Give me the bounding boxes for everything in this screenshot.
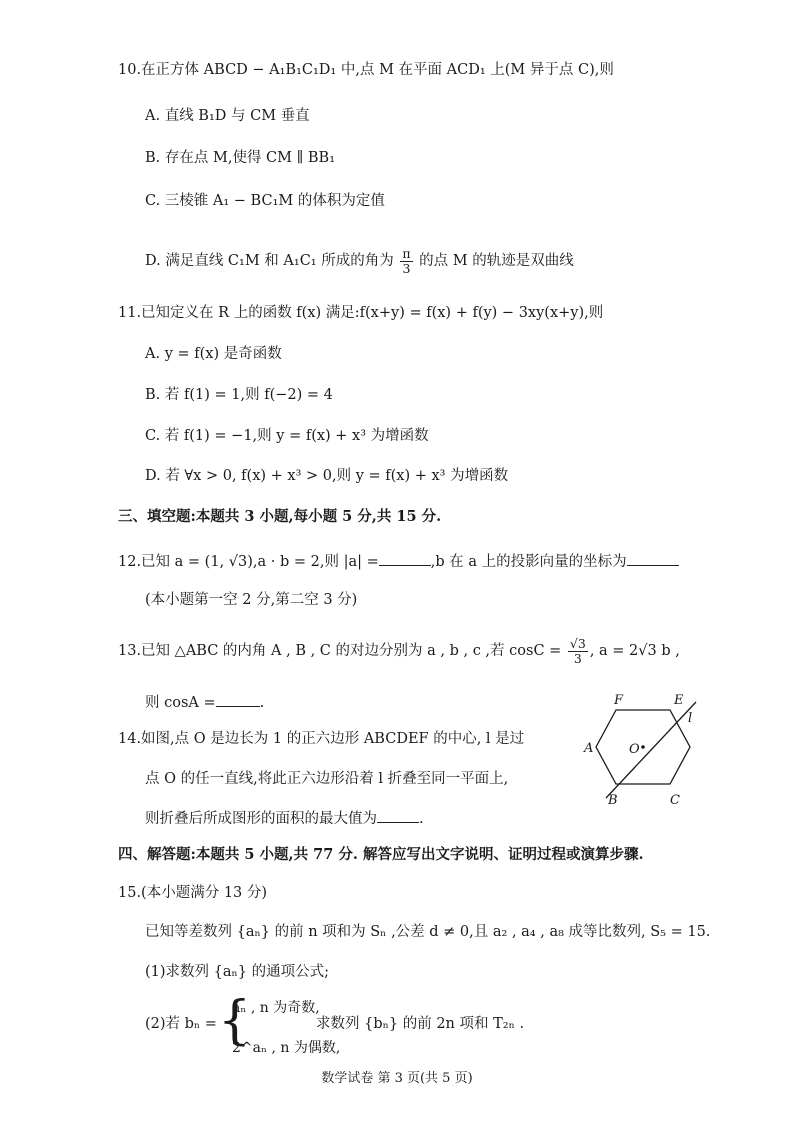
piecewise-brace: { [218, 991, 252, 1051]
q14-line2: 点 O 的任一直线,将此正六边形沿着 l 折叠至同一平面上, [145, 771, 509, 787]
section-4-heading: 四、解答题:本题共 5 小题,共 77 分. 解答应写出文字说明、证明过程或演算步骤. [118, 846, 644, 863]
q13-stem [118, 634, 680, 668]
section-3-heading: 三、填空题:本题共 3 小题,每小题 5 分,共 15 分. [118, 508, 442, 525]
page-footer: 数学试卷 第 3 页(共 5 页) [321, 1071, 473, 1086]
fraction-denominator: 3 [573, 650, 582, 666]
q10-stem: 10.在正方体 ABCD − A₁B₁C₁D₁ 中,点 M 在平面 ACD₁ 上(M 异于点 C),则 [118, 62, 614, 78]
fraction-numerator: π [402, 245, 411, 261]
center-label-o: O [629, 742, 640, 757]
q15-title: 15.(本小题满分 13 分) [118, 885, 268, 901]
q13-end: . [259, 695, 265, 711]
fraction-denominator: 3 [402, 260, 411, 276]
q11-option-b: B. 若 f(1) = 1,则 f(−2) = 4 [145, 387, 333, 403]
q13-text-pre: 13.已知 △ABC 的内角 A , B , C 的对边分别为 a , b , c ,若 cosC = [118, 643, 562, 659]
vertex-label-e: E [674, 693, 684, 708]
q10-option-d-text-pre: D. 满足直线 C₁M 和 A₁C₁ 所成的角为 [145, 253, 394, 269]
vertex-label-a: A [584, 741, 594, 756]
q13-line2-text: 则 cosA = [145, 695, 216, 711]
q10-option-b: B. 存在点 M,使得 CM ∥ BB₁ [145, 150, 336, 166]
piecewise-case-even: 2^aₙ , n 为偶数, [232, 1040, 341, 1056]
q15-stem: 已知等差数列 {aₙ} 的前 n 项和为 Sₙ ,公差 d ≠ 0,且 a₂ , a₄ , a₈ 成等比数列, S₅ = 15. [145, 924, 711, 940]
q15-part-2-pre: (2)若 bₙ = [145, 1016, 217, 1032]
vertex-label-b: B [608, 793, 618, 808]
q14-line1: 14.如图,点 O 是边长为 1 的正六边形 ABCDEF 的中心, l 是过 [118, 731, 525, 747]
q14-line3 [145, 808, 424, 829]
q13-line2 [145, 692, 264, 713]
q11-option-d: D. 若 ∀x > 0, f(x) + x³ > 0,则 y = f(x) + x³ 为增函数 [145, 468, 509, 484]
hexagon-figure [576, 686, 706, 811]
q12-blank-1 [379, 551, 431, 566]
q12-stem [118, 551, 679, 572]
q10-option-a: A. 直线 B₁D 与 CM 垂直 [145, 108, 310, 124]
q10-option-d [145, 244, 574, 278]
q12-note: (本小题第一空 2 分,第二空 3 分) [145, 592, 358, 608]
line-label-l: l [688, 711, 693, 726]
q14-line3-text: 则折叠后所成图形的面积的最大值为 [145, 811, 377, 827]
q11-option-a: A. y = f(x) 是奇函数 [145, 346, 282, 362]
q11-option-c: C. 若 f(1) = −1,则 y = f(x) + x³ 为增函数 [145, 428, 429, 444]
q14-end: . [419, 811, 424, 827]
q15-part-1: (1)求数列 {aₙ} 的通项公式; [145, 964, 330, 980]
q10-option-d-fraction [400, 247, 412, 276]
q12-text-mid: ,b 在 a 上的投影向量的坐标为 [430, 554, 627, 570]
q12-blank-2 [627, 551, 679, 566]
q13-fraction [568, 637, 588, 666]
q13-blank [216, 692, 260, 707]
vertex-label-c: C [670, 793, 680, 808]
q10-option-c: C. 三棱锥 A₁ − BC₁M 的体积为定值 [145, 193, 385, 209]
q14-blank [377, 808, 419, 823]
q12-text-pre: 12.已知 a = (1, √3),a · b = 2,则 |a| = [118, 554, 379, 570]
vertex-label-f: F [614, 693, 624, 708]
q13-text-post: , a = 2√3 b , [589, 643, 680, 659]
q10-option-d-text-post: 的点 M 的轨迹是双曲线 [419, 253, 574, 269]
fraction-numerator: √3 [569, 635, 586, 651]
q15-part-2-post: 求数列 {bₙ} 的前 2n 项和 T₂ₙ . [316, 1016, 525, 1032]
piecewise-case-odd: aₙ , n 为奇数, [232, 1000, 320, 1016]
q11-stem: 11.已知定义在 R 上的函数 f(x) 满足:f(x+y) = f(x) + f(y) − 3xy(x+y),则 [118, 305, 604, 321]
center-point-o [641, 745, 645, 749]
